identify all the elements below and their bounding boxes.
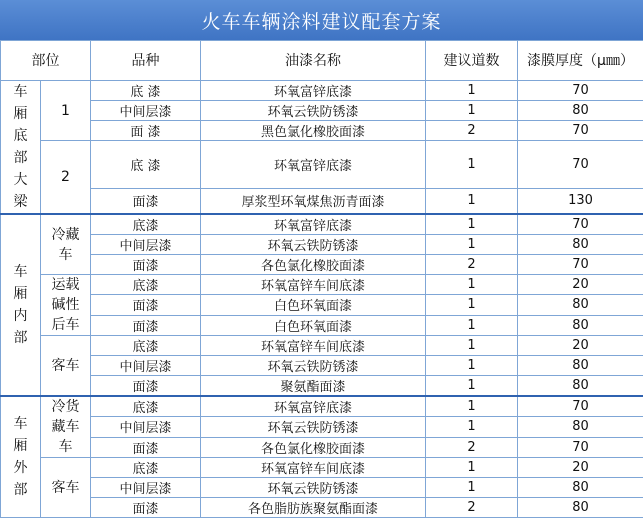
table-row [1,295,643,315]
thickness-cell: 70 [518,255,643,275]
paint-name-cell: 白色环氧面漆 [201,315,426,335]
thickness-cell: 80 [518,295,643,315]
coats-cell: 1 [426,81,518,101]
coats-cell: 1 [426,376,518,397]
header-row [1,41,643,81]
part-sub-cell: 客车 [41,336,91,397]
thickness-cell: 70 [518,141,643,189]
table-row [1,376,643,397]
table-row [1,458,643,478]
header-paint-name: 油漆名称 [201,41,426,81]
paint-type-cell: 面漆 [91,315,201,335]
paint-name-cell: 聚氨酯面漆 [201,376,426,397]
header-coats: 建议道数 [426,41,518,81]
table-row [1,437,643,457]
paint-type-cell: 面漆 [91,295,201,315]
table-row [1,336,643,356]
table-row [1,214,643,235]
thickness-cell: 80 [518,356,643,376]
table-row [1,81,643,101]
table-row [1,121,643,141]
table-row [1,188,643,214]
paint-type-cell: 中间层漆 [91,235,201,255]
paint-name-cell: 环氧富锌车间底漆 [201,275,426,295]
paint-name-cell: 环氧富锌底漆 [201,81,426,101]
table-row [1,255,643,275]
thickness-cell: 20 [518,275,643,295]
paint-name-cell: 环氧云铁防锈漆 [201,417,426,437]
thickness-cell: 20 [518,458,643,478]
thickness-cell: 80 [518,478,643,498]
paint-name-cell: 各色氯化橡胶面漆 [201,255,426,275]
part-sub-cell: 2 [41,141,91,215]
coats-cell: 2 [426,437,518,457]
table-row [1,315,643,335]
paint-name-cell: 环氧云铁防锈漆 [201,478,426,498]
coats-cell: 2 [426,255,518,275]
header-part: 部位 [1,41,91,81]
table-row [1,478,643,498]
part-sub-cell: 客车 [41,458,91,518]
thickness-cell: 70 [518,437,643,457]
coats-cell: 1 [426,396,518,417]
table-row [1,275,643,295]
coats-cell: 1 [426,295,518,315]
thickness-cell: 70 [518,121,643,141]
part-sub-cell: 运载碱性后车 [41,275,91,336]
header-type: 品种 [91,41,201,81]
coats-cell: 1 [426,336,518,356]
paint-type-cell: 底漆 [91,336,201,356]
thickness-cell: 80 [518,235,643,255]
header-thickness: 漆膜厚度（μ㎜） [518,41,643,81]
coats-cell: 1 [426,141,518,189]
paint-type-cell: 底 漆 [91,141,201,189]
coats-cell: 1 [426,356,518,376]
thickness-cell: 80 [518,417,643,437]
table-row [1,235,643,255]
paint-type-cell: 中间层漆 [91,417,201,437]
thickness-cell: 80 [518,376,643,397]
paint-scheme-table [0,40,643,518]
document-title: 火车车辆涂料建议配套方案 [0,0,643,40]
table-row [1,417,643,437]
coats-cell: 2 [426,498,518,518]
part-sub-cell: 冷货藏车车 [41,396,91,458]
paint-type-cell: 面漆 [91,498,201,518]
thickness-cell: 70 [518,396,643,417]
coats-cell: 1 [426,235,518,255]
coats-cell: 1 [426,214,518,235]
paint-type-cell: 底漆 [91,214,201,235]
paint-name-cell: 各色脂肪族聚氨酯面漆 [201,498,426,518]
paint-type-cell: 面漆 [91,376,201,397]
paint-type-cell: 面漆 [91,255,201,275]
thickness-cell: 20 [518,336,643,356]
coats-cell: 1 [426,478,518,498]
paint-name-cell: 各色氯化橡胶面漆 [201,437,426,457]
paint-name-cell: 环氧富锌底漆 [201,214,426,235]
paint-type-cell: 中间层漆 [91,101,201,121]
part-group-cell: 车厢内部 [1,214,41,396]
paint-name-cell: 厚浆型环氧煤焦沥青面漆 [201,188,426,214]
paint-name-cell: 环氧云铁防锈漆 [201,235,426,255]
table-row [1,356,643,376]
coats-cell: 2 [426,121,518,141]
thickness-cell: 70 [518,81,643,101]
table-row [1,498,643,518]
coats-cell: 1 [426,417,518,437]
paint-name-cell: 环氧云铁防锈漆 [201,356,426,376]
paint-name-cell: 白色环氧面漆 [201,295,426,315]
part-group-cell: 车厢底部大梁 [1,81,41,215]
paint-type-cell: 中间层漆 [91,478,201,498]
coats-cell: 1 [426,101,518,121]
coats-cell: 1 [426,458,518,478]
thickness-cell: 80 [518,101,643,121]
paint-type-cell: 面漆 [91,437,201,457]
part-sub-cell: 冷藏车 [41,214,91,275]
coats-cell: 1 [426,315,518,335]
paint-name-cell: 环氧富锌底漆 [201,396,426,417]
paint-name-cell: 黑色氯化橡胶面漆 [201,121,426,141]
paint-type-cell: 面 漆 [91,121,201,141]
table-row [1,101,643,121]
paint-name-cell: 环氧富锌底漆 [201,141,426,189]
paint-name-cell: 环氧富锌车间底漆 [201,458,426,478]
paint-type-cell: 底 漆 [91,81,201,101]
paint-type-cell: 底漆 [91,396,201,417]
paint-type-cell: 面漆 [91,188,201,214]
table-row [1,396,643,417]
paint-type-cell: 中间层漆 [91,356,201,376]
table-body [1,81,643,518]
part-group-cell: 车厢外部 [1,396,41,518]
thickness-cell: 130 [518,188,643,214]
thickness-cell: 80 [518,498,643,518]
table-row [1,141,643,189]
part-sub-cell: 1 [41,81,91,141]
paint-name-cell: 环氧云铁防锈漆 [201,101,426,121]
coats-cell: 1 [426,275,518,295]
thickness-cell: 70 [518,214,643,235]
paint-name-cell: 环氧富锌车间底漆 [201,336,426,356]
coats-cell: 1 [426,188,518,214]
paint-type-cell: 底漆 [91,458,201,478]
paint-type-cell: 底漆 [91,275,201,295]
thickness-cell: 80 [518,315,643,335]
